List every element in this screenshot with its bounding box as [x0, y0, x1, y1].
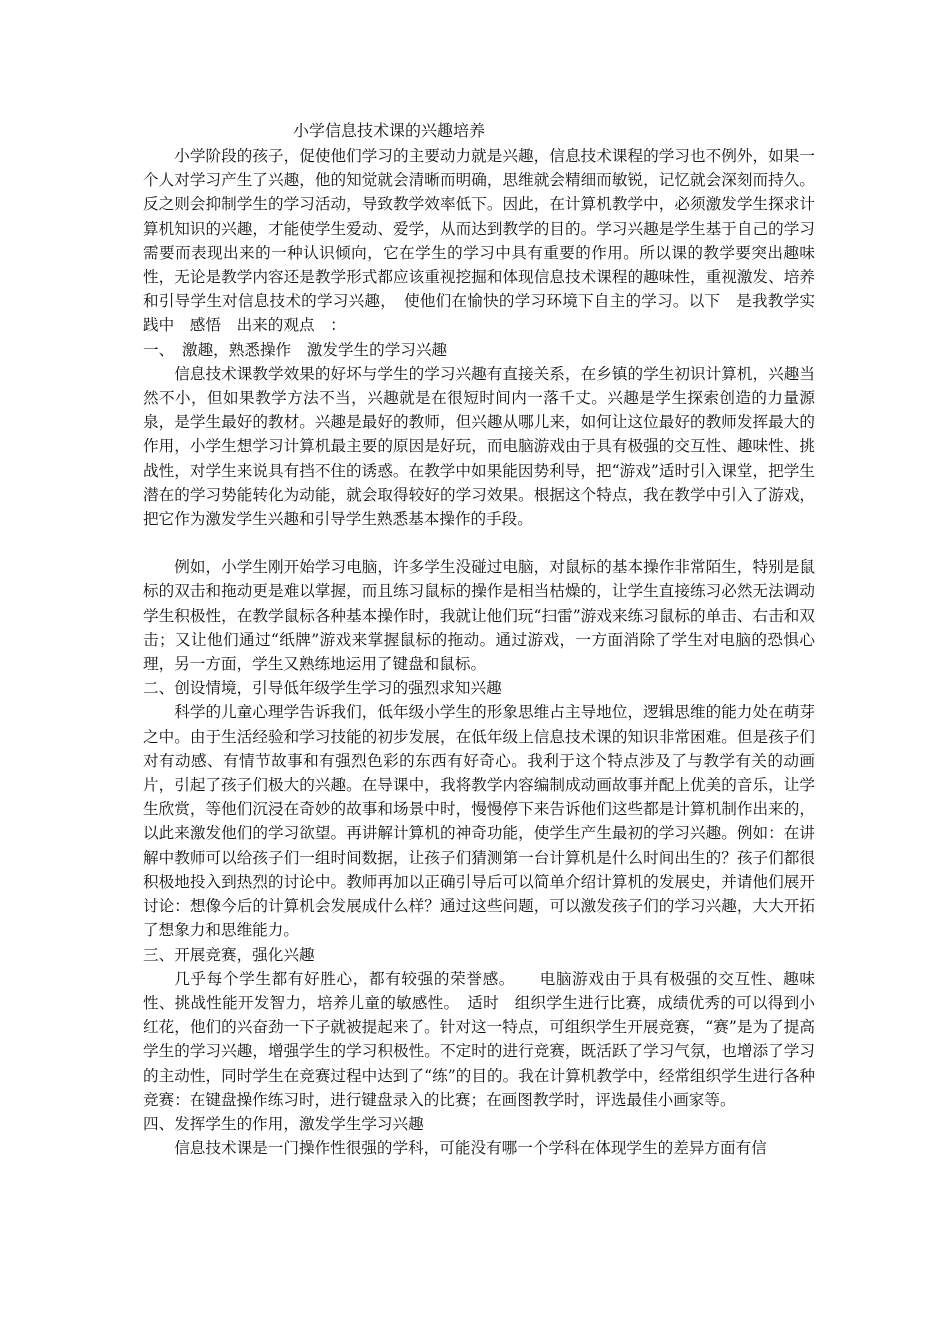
intro-paragraph: 小学阶段的孩子，促使他们学习的主要动力就是兴趣，信息技术课程的学习也不例外，如果一个人对学习产生了兴趣，他的知觉就会清晰而明确，思维就会精细而敏锐，记忆就会深刻而持久。反之则会抑制学生的学习活动，导致教学效率低下。因此，在计算机教学中，必须激发学生探求计算机知识的兴趣，才能使学生爱动、爱学，从而达到教学的目的。学习兴趣是学生基于自己的学习需要而表现出来的一种认识倾向，它在学生的学习中具有重要的作用。所以课的教学要突出趣味性，无论是教学内容还是教学形式都应该重视挖掘和体现信息技术课程的趣味性，重视激发、培养和引导学生对信息技术的学习兴趣， 使他们在愉快的学习环境下自主的学习。以下 是我教学实践中 感悟 出来的观点 ： [143, 147, 815, 335]
section-4-heading: 四、发挥学生的作用，激发学生学习兴趣 [143, 1114, 424, 1133]
section-3-heading: 三、开展竞赛，强化兴趣 [143, 945, 315, 964]
document-page [143, 118, 815, 1160]
section-3-paragraph-1: 几乎每个学生都有好胜心，都有较强的荣誉感。 电脑游戏由于具有极强的交互性、趣味性、挑战性能开发智力，培养儿童的敏感性。 适时 组织学生进行比赛，成绩优秀的可以得到小红花，他们的兴奋劲一下子就被提起来了。针对这一特点，可组织学生开展竞赛，“赛”是为了提高学生的学习兴趣，增强学生的学习积极性。不定时的进行竞赛，既活跃了学习气氛，也增添了学习的主动性，同时学生在竞赛过程中达到了“练”的目的。我在计算机教学中，经常组织学生进行各种竞赛：在键盘操作练习时，进行键盘录入的比赛；在画图教学时，评选最佳小画家等。 [143, 969, 815, 1109]
section-2-paragraph-1: 科学的儿童心理学告诉我们，低年级小学生的形象思维占主导地位，逻辑思维的能力处在萌芽之中。由于生活经验和学习技能的初步发展，在低年级上信息技术课的知识非常困难。但是孩子们对有动感、有情节故事和有强烈色彩的东西有好奇心。我利于这个特点涉及了与教学有关的动画片，引起了孩子们极大的兴趣。在导课中，我将教学内容编制成动画故事并配上优美的音乐，让学生欣赏，等他们沉浸在奇妙的故事和场景中时，慢慢停下来告诉他们这些都是计算机制作出来的，以此来激发他们的学习欲望。再讲解计算机的神奇功能，使学生产生最初的学习兴趣。例如：在讲解中教师可以给孩子们一组时间数据，让孩子们猜测第一台计算机是什么时间出生的？孩子们都很积极地投入到热烈的讨论中。教师再加以正确引导后可以简单介绍计算机的发展史，并请他们展开讨论：想像今后的计算机会发展成什么样？通过这些问题，可以激发孩子们的学习兴趣，大大开拓了想象力和思维能力。 [143, 703, 815, 940]
section-4-paragraph-1: 信息技术课是一门操作性很强的学科，可能没有哪一个学科在体现学生的差异方面有信 [174, 1139, 767, 1158]
section-1-heading: 一、 激趣，熟悉操作 激发学生的学习兴趣 [143, 340, 448, 359]
section-2-heading: 二、创设情境，引导低年级学生学习的强烈求知兴趣 [143, 679, 502, 698]
section-1-paragraph-1: 信息技术课教学效果的好坏与学生的学习兴趣有直接关系，在乡镇的学生初识计算机，兴趣当然不小，但如果教学方法不当，兴趣就是在很短时间内一落千丈。兴趣是学生探索创造的力量源泉，是学生最好的教材。兴趣是最好的教师，但兴趣从哪儿来，如何让这位最好的教师发挥最大的作用，小学生想学习计算机最主要的原因是好玩，而电脑游戏由于具有极强的交互性、趣味性、挑战性，对学生来说具有挡不住的诱惑。在教学中如果能因势利导，把“游戏”适时引入课堂，把学生潜在的学习势能转化为动能，就会取得较好的学习效果。根据这个特点，我在教学中引入了游戏，把它作为激发学生兴趣和引导学生熟悉基本操作的手段。 [143, 364, 815, 529]
section-1-paragraph-2: 例如，小学生刚开始学习电脑，许多学生没碰过电脑，对鼠标的基本操作非常陌生，特别是鼠标的双击和拖动更是难以掌握，而且练习鼠标的操作是相当枯燥的，让学生直接练习必然无法调动学生积极性，在教学鼠标各种基本操作时，我就让他们玩“扫雷”游戏来练习鼠标的单击、右击和双击；又让他们通过“纸牌”游戏来掌握鼠标的拖动。通过游戏，一方面消除了学生对电脑的恐惧心理，另一方面，学生又熟练地运用了键盘和鼠标。 [143, 558, 815, 674]
blank-line [143, 531, 815, 555]
document-title: 小学信息技术课的兴趣培养 [293, 121, 486, 140]
